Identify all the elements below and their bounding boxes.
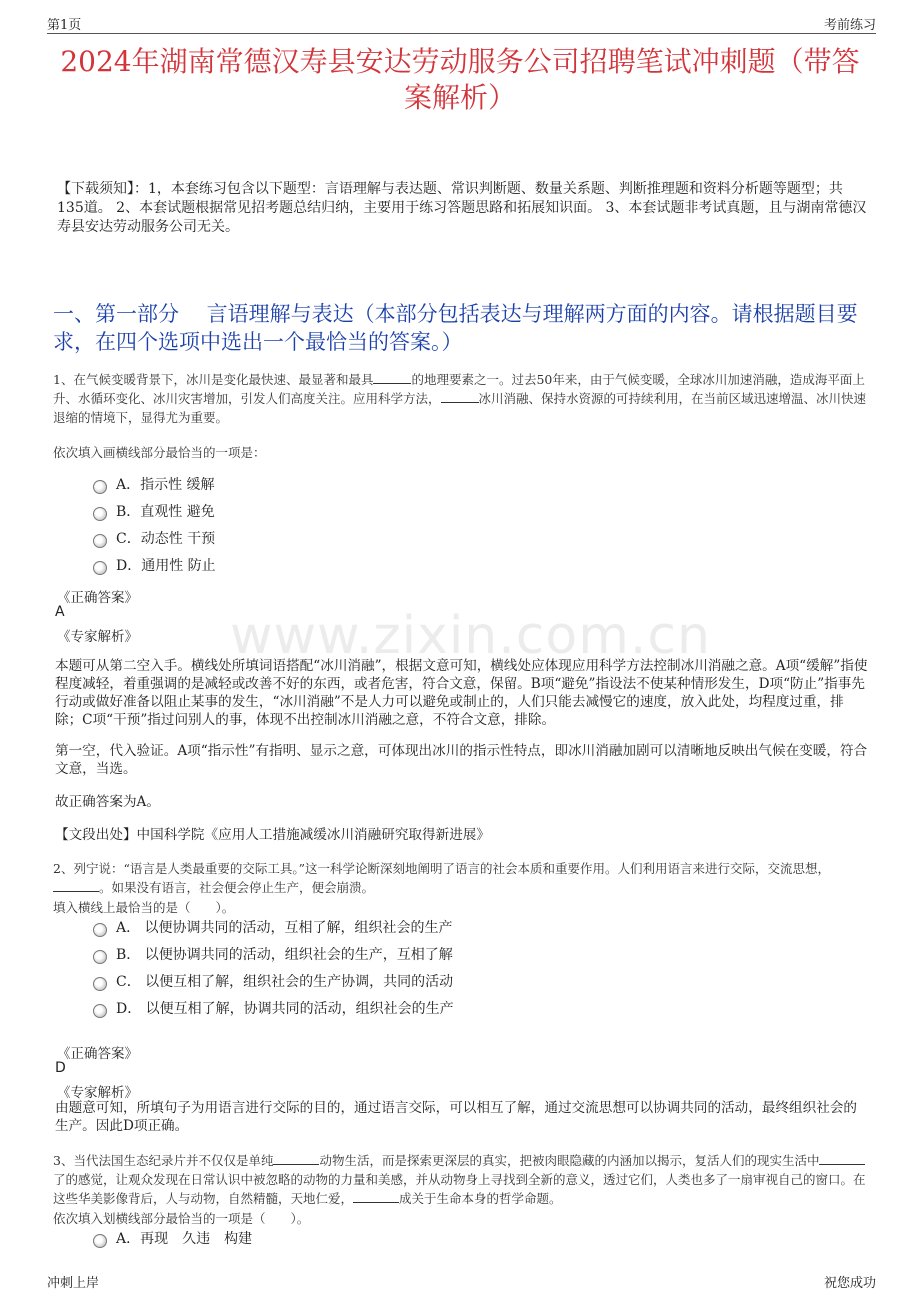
q2-analysis: 由题意可知，所填句子为用语言进行交际的目的，通过语言交际，可以相互了解，通过交流思想可以协调共同的活动，最终组织社会的生产。因此D项正确。: [55, 1100, 858, 1134]
q1-analysis-2: 第一空，代入验证。A项“指示性”有指明、显示之意，可体现出冰川的指示性特点，即冰川消融加剧可以清晰地反映出气候在变暖，符合文意，当选。: [55, 743, 868, 777]
q3-option-a[interactable]: A．再现 久违 构建: [93, 1229, 252, 1249]
page-number: 第1页: [47, 18, 82, 33]
analysis-label: 《专家解析》: [57, 1085, 138, 1101]
q1-analysis-3: 故正确答案为A。: [55, 794, 160, 810]
radio-icon[interactable]: [93, 480, 107, 494]
question-1-stem: 1、在气候变暖背景下，冰川是变化最快速、最显著和最具 的地理要素之一。过去50年来，由于气候变暖，全球冰川加速消融，造成海平面上升、水循环变化、冰川灾害增加，引发人们高度关注。应用科学方法， 冰川消融、保持水资源的可持续利用，在当前区域迅速增温、冰川快速退缩的情境下，显得尤为重要。: [53, 372, 867, 425]
radio-icon[interactable]: [93, 534, 107, 548]
radio-icon[interactable]: [93, 1004, 107, 1018]
radio-icon[interactable]: [93, 1234, 107, 1248]
document-title: 2024年湖南常德汉寿县安达劳动服务公司招聘笔试冲刺题（带答案解析）: [60, 45, 860, 114]
radio-icon[interactable]: [93, 561, 107, 575]
section-heading: 一、第一部分 言语理解与表达（本部分包括表达与理解两方面的内容。请根据题目要求，在四个选项中选出一个最恰当的答案。）: [53, 302, 858, 354]
fill-blank: [273, 1152, 319, 1165]
correct-answer-label: 《正确答案》: [57, 1046, 138, 1062]
fill-blank: [53, 879, 99, 892]
q1-option-d[interactable]: D．通用性 防止: [93, 556, 216, 576]
footer-right: 祝您成功: [823, 1276, 876, 1291]
q2-option-a[interactable]: A． 以便协调共同的活动，互相了解，组织社会的生产: [93, 918, 453, 938]
radio-icon[interactable]: [93, 977, 107, 991]
fill-blank: [441, 390, 479, 403]
correct-answer-label: 《正确答案》: [57, 590, 138, 606]
fill-blank: [819, 1152, 865, 1165]
radio-icon[interactable]: [93, 923, 107, 937]
page-header: [47, 13, 876, 34]
fill-blank: [353, 1190, 399, 1203]
q1-source: 【文段出处】中国科学院《应用人工措施减缓冰川消融研究取得新进展》: [55, 827, 490, 843]
q1-option-a[interactable]: A．指示性 缓解: [93, 475, 215, 495]
watermark: www.zixin.com.cn: [230, 606, 711, 666]
header-tag: 考前练习: [823, 18, 876, 33]
radio-icon[interactable]: [93, 507, 107, 521]
question-1-prompt: 依次填入画横线部分最恰当的一项是：: [53, 445, 266, 460]
q2-option-c[interactable]: C． 以便互相了解，组织社会的生产协调，共同的活动: [93, 972, 453, 992]
question-2-prompt: 填入横线上最恰当的是（ ）。: [53, 900, 235, 915]
q2-option-d[interactable]: D． 以便互相了解，协调共同的活动，组织社会的生产: [93, 999, 454, 1019]
footer-left: 冲刺上岸: [47, 1276, 100, 1291]
download-notice: 【下载须知】：1，本套练习包含以下题型：言语理解与表达题、常识判断题、数量关系题、判断推理题和资料分析题等题型；共135道。 2、本套试题根据常见招考题总结归纳，主要用于练习答题思路和拓展知识面。 3、本套试题非考试真题，且与湖南常德汉寿县安达劳动服务公司无关。: [57, 181, 867, 235]
radio-icon[interactable]: [93, 950, 107, 964]
fill-blank: [373, 371, 411, 384]
question-3-stem: 3、当代法国生态纪录片并不仅仅是单纯 动物生活，而是探索更深层的真实，把被肉眼隐藏的内涵加以揭示，复活人们的现实生活中了的感觉，让观众发现在日常认识中被忽略的动物的力量和美感，并从动物身上寻找到全新的意义，透过它们，人类也多了一扇审视自己的窗口。在这些华美影像背后，人与动物，自然精髓，天地仁爱， 成关于生命本身的哲学命题。: [53, 1153, 866, 1206]
analysis-label: 《专家解析》: [57, 629, 138, 645]
question-3-prompt: 依次填入划横线部分最恰当的一项是（ ）。: [53, 1211, 310, 1226]
q2-option-b[interactable]: B． 以便协调共同的活动，组织社会的生产，互相了解: [93, 945, 453, 965]
q1-answer: A: [55, 604, 65, 620]
question-2-stem: 2、列宁说：“语言是人类最重要的交际工具。”这一科学论断深刻地阐明了语言的社会本质和重要作用。人们利用语言来进行交际，交流思想，。如果没有语言，社会便会停止生产，便会崩溃。: [53, 861, 830, 895]
q1-option-b[interactable]: B．直观性 避免: [93, 502, 215, 522]
q1-analysis-1: 本题可从第二空入手。横线处所填词语搭配“冰川消融”，根据文意可知，横线处应体现应用科学方法控制冰川消融之意。A项“缓解”指使程度减轻，着重强调的是减轻或改善不好的东西，或者危害，符合文意，保留。B项“避免”指设法不使某种情形发生，D项“防止”指事先行动或做好准备以阻止某事的发生，“冰川消融”不是人力可以避免或制止的，人们只能去减慢它的速度，放入此处，均程度过重，排除；C项“干预”指过问别人的事，体现不出控制冰川消融之意，不符合文意，排除。: [55, 658, 868, 728]
q1-option-c[interactable]: C．动态性 干预: [93, 529, 215, 549]
q2-answer: D: [55, 1060, 66, 1076]
